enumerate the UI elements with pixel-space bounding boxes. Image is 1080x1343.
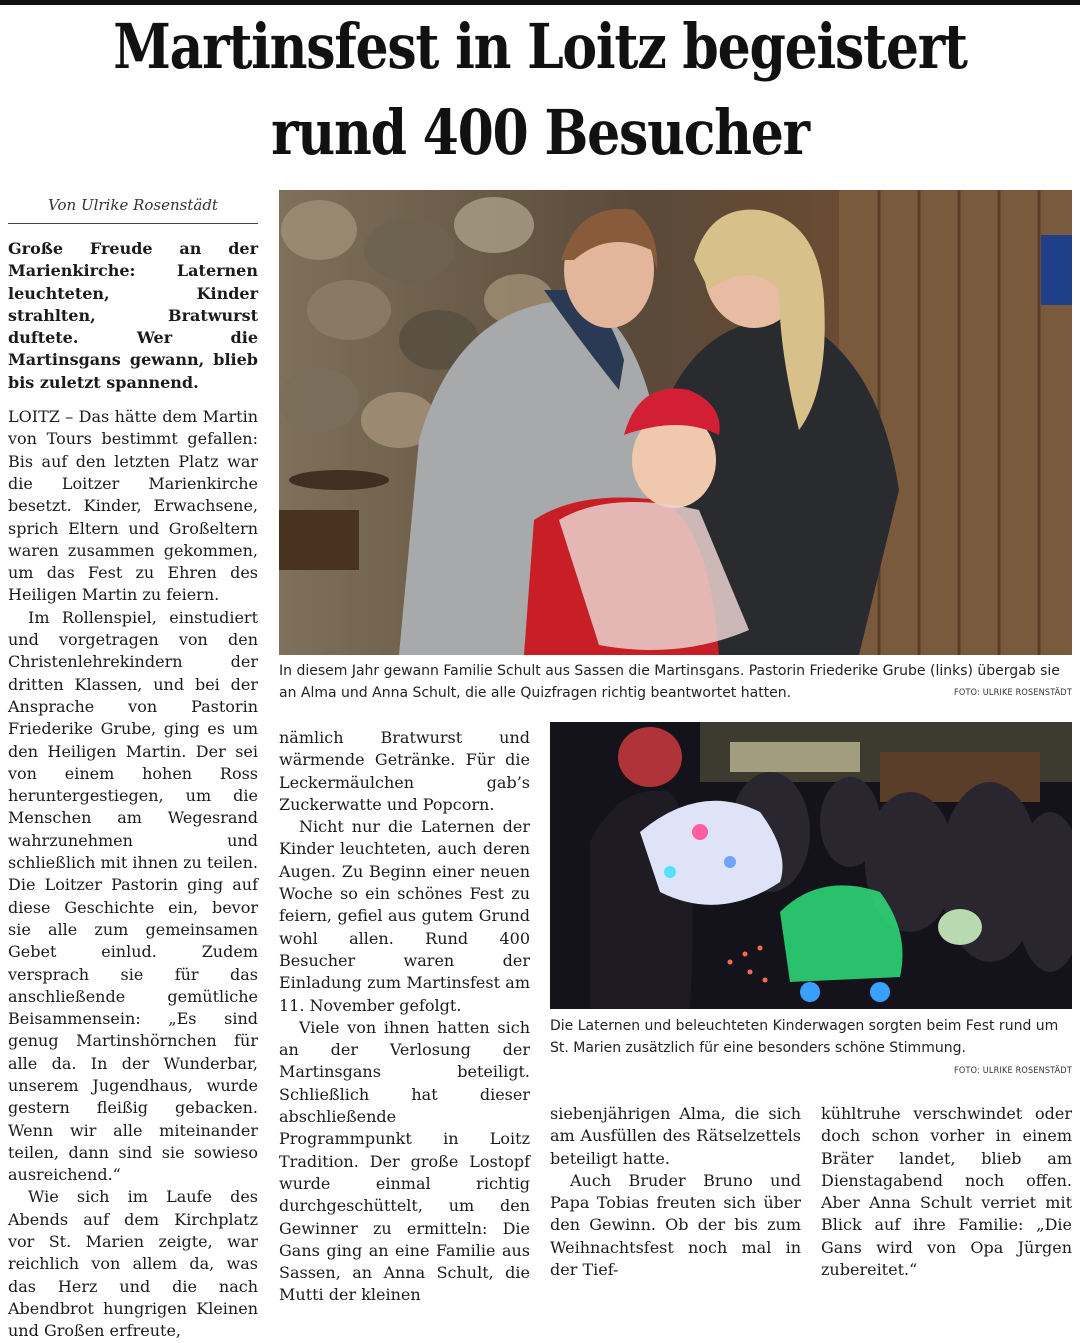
body-paragraph: Wie sich im Laufe des Abends auf dem Kirchplatz vor St. Marien zeigte, war reichlich von allem da, was das Herz und die nach Abendbrot hungrigen Kleinen und Großen erfreute, bbox=[8, 1187, 258, 1341]
photo-lanterns bbox=[550, 722, 1072, 1009]
lead-paragraph: Große Freude an der Marienkirche: Laternen leuchteten, Kinder strahlten, Bratwurst duftete. Wer die Martinsgans gewann, blieb bis zuletzt spannend. bbox=[8, 239, 258, 392]
photo-martinsgans-winners bbox=[279, 190, 1072, 655]
body-paragraph: Viele von ihnen hatten sich an der Verlosung der Martinsgans beteiligt. Schließlich hat dieser abschließende Programmpunkt in Loitz Tradition. Der große Lostopf wurde einmal richtig durchgeschüttelt, um den Gewinner zu ermitteln: Die Gans ging an eine Familie aus Sassen, an Anna Schult, die Mutti der kleinen bbox=[279, 1017, 530, 1305]
photo-1-caption: In diesem Jahr gewann Familie Schult aus Sassen die Martinsgans. Pastorin Friederike Grube (links) übergab sie an Alma und Anna Schult, die alle Quizfragen richtig beantwortet hatten. bbox=[279, 663, 1060, 701]
column-1 bbox=[8, 238, 258, 1343]
photo-2-caption: Die Laternen und beleuchteten Kinderwagen sorgten beim Fest rund um St. Marien zusätzlich für eine besonders schöne Stimmung. bbox=[550, 1018, 1059, 1056]
byline: Von Ulrike Rosenstädt bbox=[48, 196, 218, 214]
body-paragraph: nämlich Bratwurst und wärmende Getränke. Für die Leckermäulchen gab’s Zuckerwatte und Popcorn. bbox=[279, 728, 530, 814]
column-2 bbox=[279, 727, 530, 1307]
headline-line-1: Martinsfest in Loitz begeistert bbox=[113, 10, 967, 83]
body-paragraph: Nicht nur die Laternen der Kinder leuchteten, auch deren Augen. Zu Beginn einer neuen Woche so ein schönes Fest zu feiern, gefiel aus gutem Grund wohl allen. Rund 400 Besucher waren der Einladung zum Martinsfest am 11. November gefolgt. bbox=[279, 817, 530, 1015]
photo-2-credit: FOTO: ULRIKE ROSENSTÄDT bbox=[954, 1066, 1072, 1076]
column-4 bbox=[821, 1103, 1072, 1281]
byline-divider bbox=[8, 223, 258, 224]
headline-line-2: rund 400 Besucher bbox=[271, 96, 809, 169]
photo-1-credit: FOTO: ULRIKE ROSENSTÄDT bbox=[954, 688, 1072, 698]
body-paragraph: Im Rollenspiel, einstudiert und vorgetragen von den Christenlehrekindern der dritten Klassen, und bei der Ansprache von Pastorin Friederike Grube, ging es um den Heiligen Martin. Der sei von einem hohen Ross heruntergestiegen, um die Menschen am Wegesrand wahrzunehmen und schließlich mit ihnen zu teilen. Die Loitzer Pastorin ging auf diese Geschichte ein, bevor sie alle zum gemeinsamen Gebet einlud. Zudem versprach sie für das anschließende gemütliche Beisammensein: „Es sind genug Martinshörnchen für alle da. In der Wunderbar, unserem Jugendhaus, wurde gestern fleißig gebacken. Wenn wir alle miteinander teilen, dann sind sie sowieso ausreichend.“ bbox=[8, 607, 258, 1185]
body-paragraph: kühltruhe verschwindet oder doch schon vorher in einem Bräter landet, blieb am Dienstagabend noch offen. Aber Anna Schult verriet mit Blick auf ihre Familie: „Die Gans wird von Opa Jürgen zubereitet.“ bbox=[821, 1104, 1072, 1280]
headline bbox=[86, 4, 993, 176]
body-paragraph: Auch Bruder Bruno und Papa Tobias freuten sich über den Gewinn. Ob der bis zum Weihnachtsfest noch mal in der Tief- bbox=[550, 1170, 801, 1280]
body-paragraph: siebenjährigen Alma, die sich am Ausfüllen des Rätselzettels beteiligt hatte. bbox=[550, 1104, 801, 1168]
body-paragraph: LOITZ – Das hätte dem Martin von Tours bestimmt gefallen: Bis auf den letzten Platz war die Loitzer Marienkirche besetzt. Kinder, Erwachsene, sprich Eltern und Großeltern waren zusammen gekommen, um das Fest zu Ehren des Heiligen Martin zu feiern. bbox=[8, 407, 258, 605]
column-3 bbox=[550, 1103, 801, 1281]
